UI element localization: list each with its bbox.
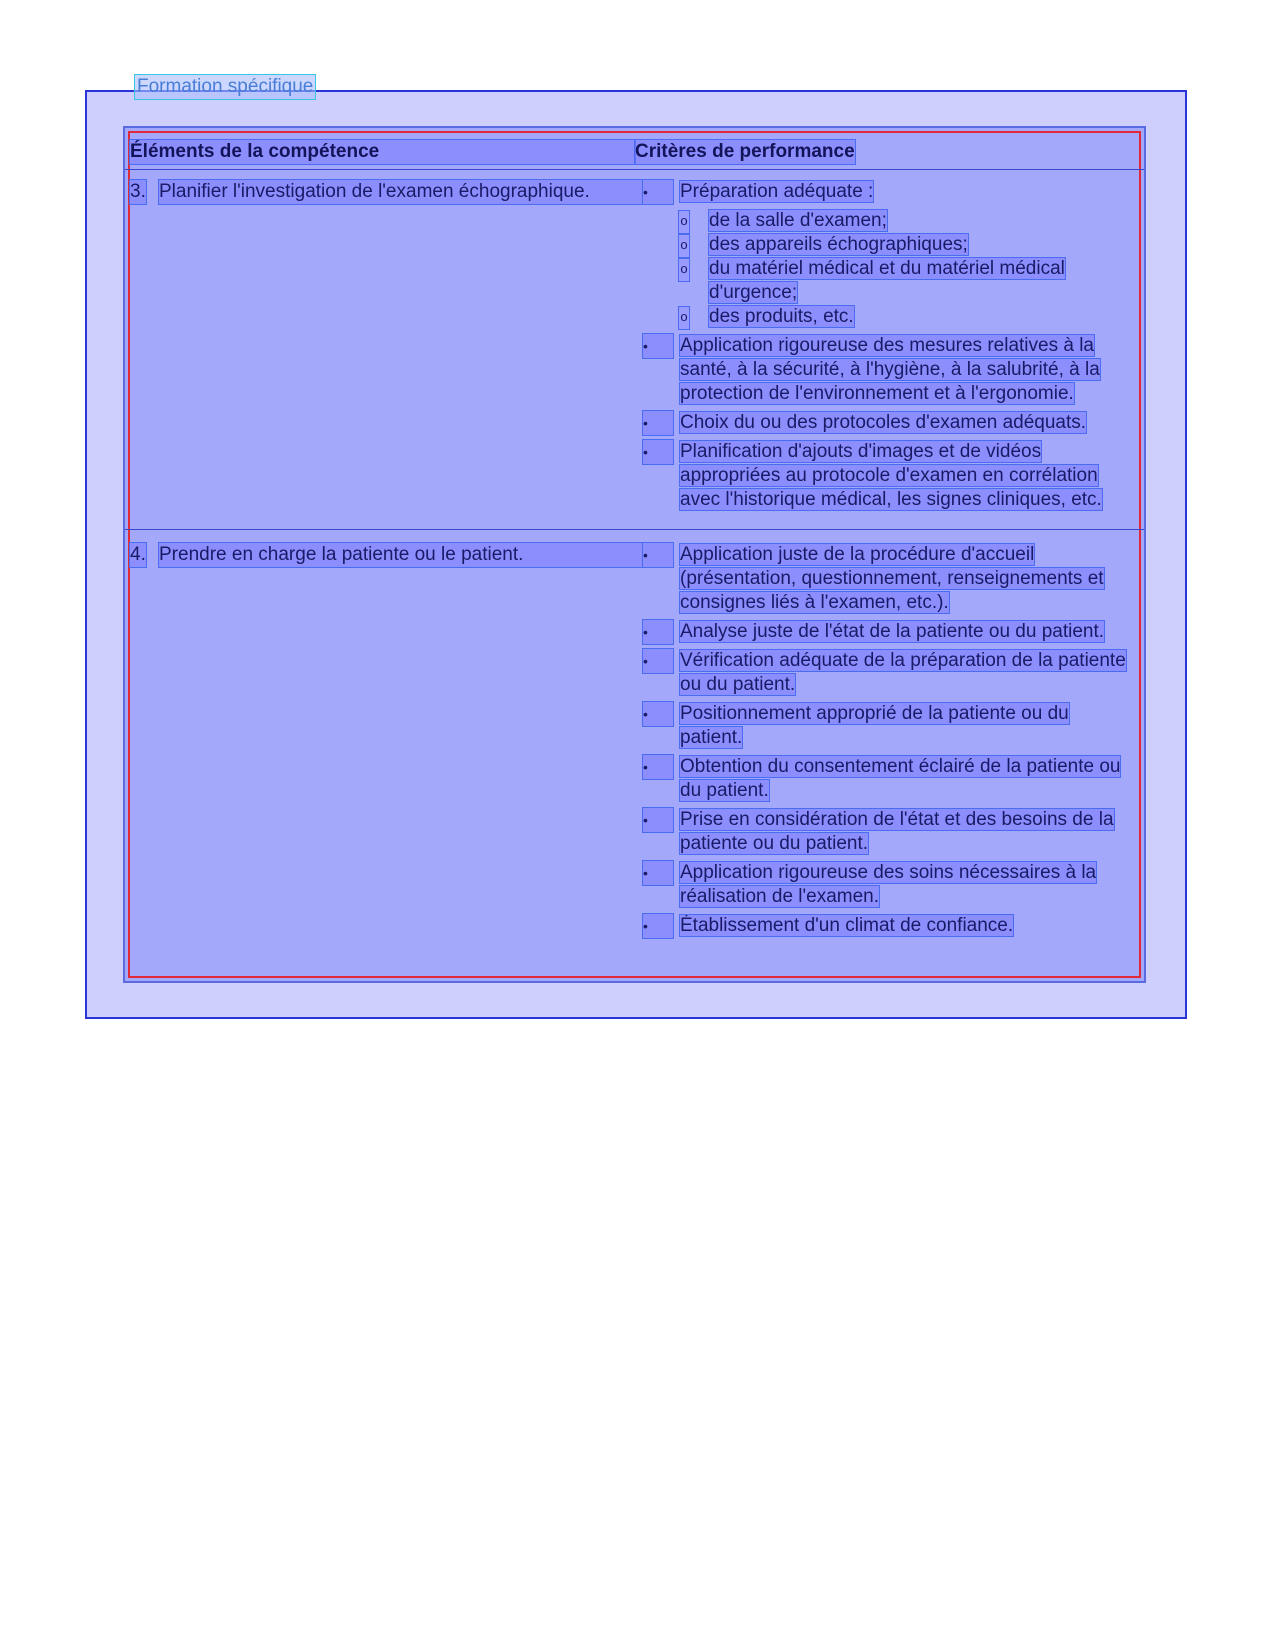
header-elements: Éléments de la compétence xyxy=(130,140,635,164)
element-row-4 xyxy=(130,543,642,567)
bullet-icon: • xyxy=(643,543,673,567)
bullet-icon: • xyxy=(643,755,673,779)
header-criteria: Critères de performance xyxy=(635,141,855,162)
criterion-item xyxy=(643,440,1133,512)
criterion-text: Choix du ou des protocoles d'examen adéquats. xyxy=(680,412,1087,433)
element-number: 3. xyxy=(130,181,146,202)
competency-table xyxy=(123,126,1146,983)
criterion-text: Analyse juste de l'état de la patiente ou du patient. xyxy=(680,621,1105,642)
row-divider xyxy=(125,529,1144,530)
criteria-list-row-4 xyxy=(643,543,1133,943)
circle-bullet-icon: o xyxy=(679,307,689,329)
criterion-text: Planification d'ajouts d'images et de vidéos appropriées au protocole d'examen en corrélation avec l'historique médical, les signes cliniques, etc. xyxy=(680,441,1102,510)
bullet-icon: • xyxy=(643,180,673,204)
element-text: Planifier l'investigation de l'examen échographique. xyxy=(159,180,642,204)
bullet-icon: • xyxy=(643,334,673,358)
criterion-item xyxy=(643,180,1133,204)
element-text: Prendre en charge la patiente ou le patient. xyxy=(159,543,642,567)
criterion-item xyxy=(643,702,1133,750)
criterion-text: Préparation adéquate : xyxy=(680,181,874,202)
bullet-icon: • xyxy=(643,440,673,464)
circle-bullet-icon: o xyxy=(679,259,689,281)
sub-criterion-text: de la salle d'examen; xyxy=(709,210,887,231)
element-row-3 xyxy=(130,180,642,204)
criterion-text: Application juste de la procédure d'accueil (présentation, questionnement, renseignements et consignes liés à l'examen, etc.). xyxy=(680,544,1104,613)
header-divider xyxy=(125,169,1144,170)
sub-criterion-text: des appareils échographiques; xyxy=(709,234,968,255)
sub-criterion-item xyxy=(643,233,1133,257)
bullet-icon: • xyxy=(643,861,673,885)
sub-criterion-item xyxy=(643,305,1133,329)
criteria-list-row-3 xyxy=(643,180,1133,517)
criterion-text: Application rigoureuse des soins nécessaires à la réalisation de l'examen. xyxy=(680,862,1097,907)
criterion-item xyxy=(643,334,1133,406)
criterion-item xyxy=(643,649,1133,697)
sub-criterion-text: des produits, etc. xyxy=(709,306,854,327)
criterion-item xyxy=(643,620,1133,644)
element-number: 4. xyxy=(130,544,146,565)
criterion-text: Vérification adéquate de la préparation de la patiente ou du patient. xyxy=(680,650,1126,695)
bullet-icon: • xyxy=(643,702,673,726)
criterion-text: Positionnement approprié de la patiente ou du patient. xyxy=(680,703,1069,748)
criterion-text: Prise en considération de l'état et des besoins de la patiente ou du patient. xyxy=(680,809,1114,854)
criterion-item xyxy=(643,808,1133,856)
bullet-icon: • xyxy=(643,649,673,673)
criterion-text: Obtention du consentement éclairé de la patiente ou du patient. xyxy=(680,756,1121,801)
section-title: Formation spécifique xyxy=(137,76,314,97)
bullet-icon: • xyxy=(643,411,673,435)
circle-bullet-icon: o xyxy=(679,211,689,233)
sub-criterion-item xyxy=(643,257,1133,305)
circle-bullet-icon: o xyxy=(679,235,689,257)
criterion-item xyxy=(643,755,1133,803)
sub-criterion-text: du matériel médical et du matériel médical d'urgence; xyxy=(709,258,1065,303)
sub-criterion-item xyxy=(643,209,1133,233)
criterion-text: Établissement d'un climat de confiance. xyxy=(680,915,1014,936)
criterion-item xyxy=(643,543,1133,615)
criterion-item xyxy=(643,914,1133,938)
criterion-text: Application rigoureuse des mesures relatives à la santé, à la sécurité, à l'hygiène, à la salubrité, à la protection de l'environnement et à l'ergonomie. xyxy=(680,335,1100,404)
bullet-icon: • xyxy=(643,620,673,644)
bullet-icon: • xyxy=(643,808,673,832)
bullet-icon: • xyxy=(643,914,673,938)
criterion-item xyxy=(643,411,1133,435)
criterion-item xyxy=(643,861,1133,909)
